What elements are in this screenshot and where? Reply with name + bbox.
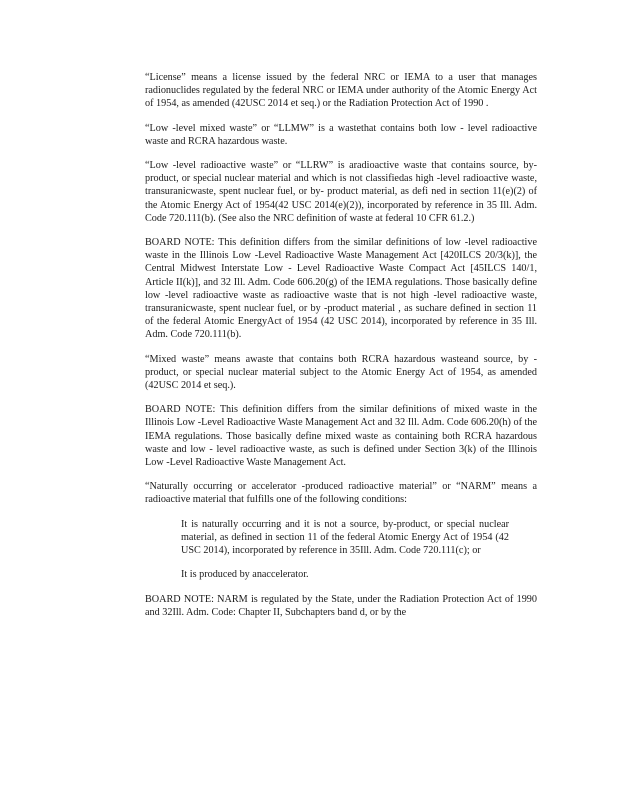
definition-license: “License” means a license issued by the federal NRC or IEMA to a user that manages radionuclides regulated by the federal NRC or IEMA under authority of the Atomic Energy Act of 1954, as amended (42USC 2014 et seq.) or the Radiation Protection Act of 1990 . <box>145 72 537 110</box>
narm-condition-accelerator: It is produced by anaccelerator. <box>181 569 309 581</box>
document-body <box>145 71 537 630</box>
definition-mixed-waste: “Mixed waste” means awaste that contains both RCRA hazardous wasteand source, by -product, or special nuclear material subject to the Atomic Energy Act of 1954, as amended (42USC 2014 et seq.). <box>145 353 537 392</box>
narm-condition-natural: It is naturally occurring and it is not a source, by-product, or special nuclear material, as defined in section 11 of the federal Atomic Energy Act of 1954 (42 USC 2014), incorporated by reference in 35Ill. Adm. Code 720.111(c); or <box>181 518 509 557</box>
definition-narm: “Naturally occurring or accelerator -produced radioactive material” or “NARM” means a radioactive material that fulfills one of the following conditions: <box>145 481 537 506</box>
board-note-llrw: BOARD NOTE: This definition differs from the similar definitions of low -level radioactive waste in the Illinois Low -Level Radioactive Waste Management Act [420ILCS 20/3(k)], the Central Midwest Interstate Low - Level Radioactive Waste Compact Act [45ILCS 140/1, Article II(k)], and 32 Ill. Adm. Code 606.20(g) of the IEMA regulations. Those basically define low -level radioactive waste as radioactive waste that is not high -level radioactive waste, transuranicwaste, spent nuclear fuel, or by -product material , as suchare defined in section 11 of the federal Atomic EnergyAct of 1954 (42 USC 2014), incorporated by reference in 35 Ill. Adm. Code 720.111(b). <box>145 237 537 341</box>
definition-llrw: “Low -level radioactive waste” or “LLRW” is aradioactive waste that contains source, by-product, or special nuclear material and which is not classifiedas high -level radioactive waste, transuranicwaste, spent nuclear fuel, or by- product material, as defi ned in section 11(e)(2) of the Atomic Energy Act of 1954(42 USC 2014(e)(2)), incorporated by reference in 35 Ill. Adm. Code 720.111(b). (See also the NRC definition of waste at federal 10 CFR 61.2.) <box>145 160 537 224</box>
board-note-narm: BOARD NOTE: NARM is regulated by the State, under the Radiation Protection Act of 1990 and 32Ill. Adm. Code: Chapter II, Subchapters band d, or by the <box>145 593 537 618</box>
definition-llmw: “Low -level mixed waste” or “LLMW” is a wastethat contains both low - level radioactive waste and RCRA hazardous waste. <box>145 122 537 147</box>
board-note-mixed-waste: BOARD NOTE: This definition differs from the similar definitions of mixed waste in the Illinois Low -Level Radioactive Waste Management Act and 32 Ill. Adm. Code 606.20(h) of the IEMA regulations. Those basically define mixed waste as containing both RCRA hazardous waste and low - level radioactive waste, as such is defined under Section 3(k) of the Illinois Low -Level Radioactive Waste Management Act. <box>145 404 537 469</box>
